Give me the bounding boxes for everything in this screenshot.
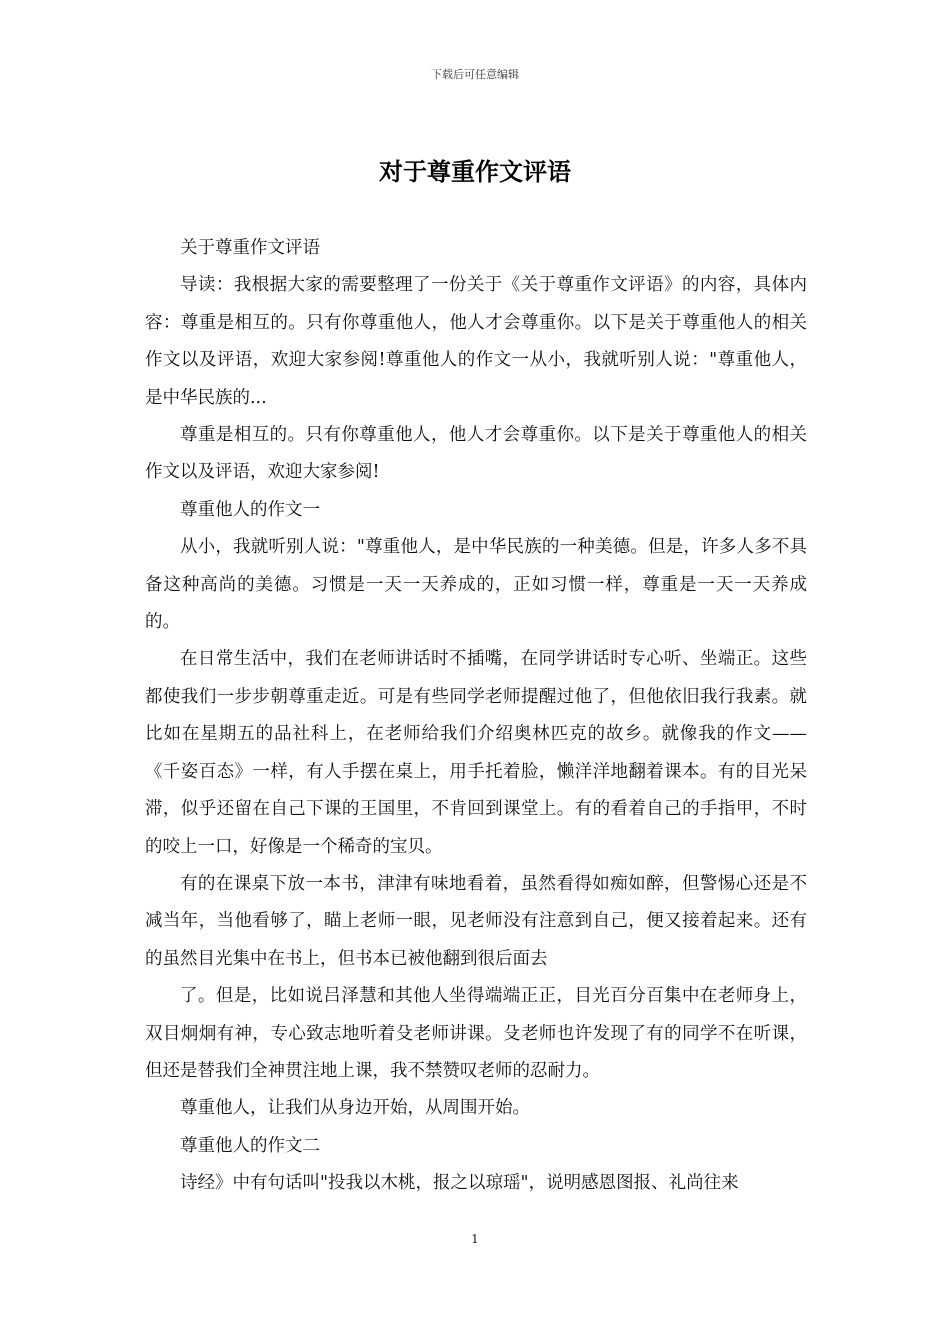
paragraph: 尊重他人，让我们从身边开始，从周围开始。 bbox=[180, 1098, 530, 1119]
section-heading-essay-two: 尊重他人的作文二 bbox=[180, 1135, 320, 1156]
paragraph: 诗经》中有句话叫"投我以木桃，报之以琼瑶"，说明感恩图报、礼尚往来 bbox=[180, 1173, 739, 1194]
page-number: 1 bbox=[471, 1232, 479, 1246]
paragraph: 了。但是，比如说吕泽慧和其他人坐得端端正正，目光百分百集中在老师身上，双目炯炯有神，专心致志地听着殳老师讲课。殳老师也许发现了有的同学不在听课，但还是替我们全神贯注地上课，我不禁赞叹老师的忍耐力。 bbox=[145, 986, 807, 1081]
section-heading-essay-one: 尊重他人的作文一 bbox=[180, 499, 320, 520]
paragraph-intro: 导读：我根据大家的需要整理了一份关于《关于尊重作文评语》的内容，具体内容：尊重是相互的。只有你尊重他人，他人才会尊重你。以下是关于尊重他人的相关作文以及评语，欢迎大家参阅!尊重他人的作文一从小，我就听别人说："尊重他人，是中华民族的... bbox=[145, 275, 807, 408]
paragraph-subtitle: 关于尊重作文评语 bbox=[180, 238, 320, 258]
paragraph: 尊重是相互的。只有你尊重他人，他人才会尊重你。以下是关于尊重他人的相关作文以及评语，欢迎大家参阅! bbox=[145, 425, 807, 483]
paragraph: 在日常生活中，我们在老师讲话时不插嘴，在同学讲话时专心听、坐端正。这些都使我们一步步朝尊重走近。可是有些同学老师提醒过他了，但他依旧我行我素。就比如在星期五的品社科上，在老师给我们介绍奥林匹克的故乡。就像我的作文——《千姿百态》一样，有人手摆在桌上，用手托着脸，懒洋洋地翻着课本。有的目光呆滞，似乎还留在自己下课的王国里，不肯回到课堂上。有的看着自己的手指甲，不时的咬上一口，好像是一个稀奇的宝贝。 bbox=[145, 649, 807, 857]
document-body bbox=[145, 230, 807, 1203]
paragraph: 有的在课桌下放一本书，津津有味地看着，虽然看得如痴如醉，但警惕心还是不减当年，当他看够了，瞄上老师一眼，见老师没有注意到自己，便又接着起来。还有的虽然目光集中在书上，但书本已被他翻到很后面去 bbox=[145, 873, 807, 969]
document-title: 对于尊重作文评语 bbox=[379, 157, 571, 186]
header-note: 下载后可任意编辑 bbox=[431, 68, 519, 81]
paragraph: 从小，我就听别人说："尊重他人，是中华民族的一种美德。但是，许多人多不具备这种高尚的美德。习惯是一天一天养成的，正如习惯一样，尊重是一天一天养成的。 bbox=[145, 537, 807, 633]
